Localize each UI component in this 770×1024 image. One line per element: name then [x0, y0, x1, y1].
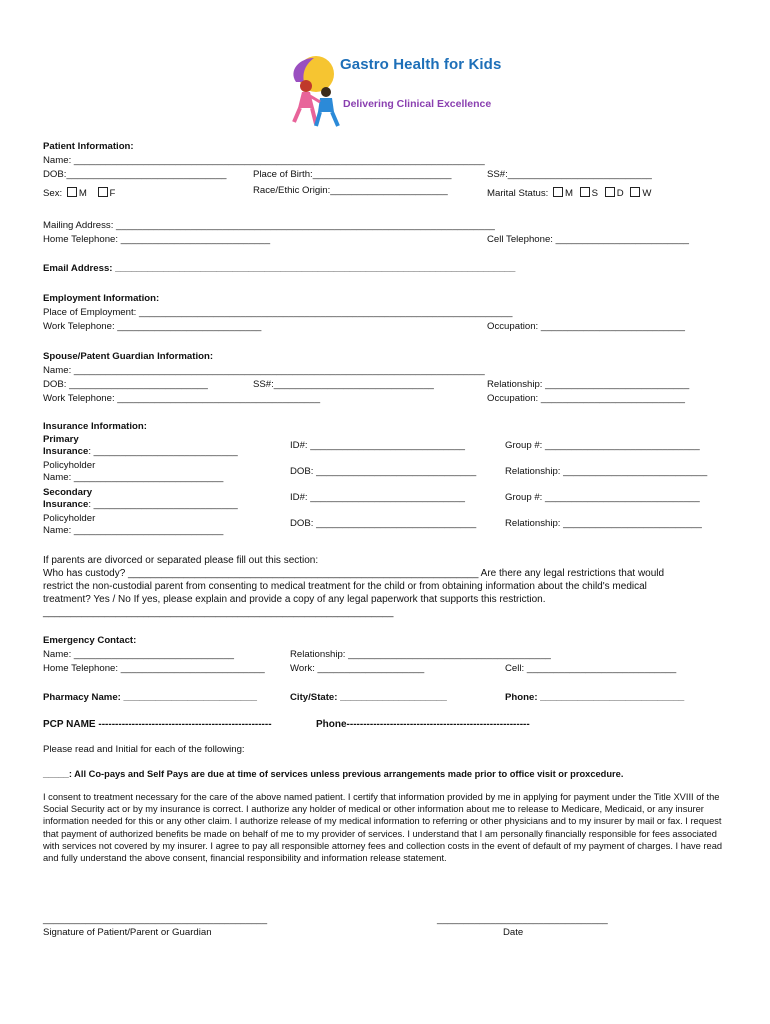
consent-paragraph: I consent to treatment necessary for the care of the above named patient. I certify that information provided by me in applying for payment under the Title XVIII of the Social Security act or by my insurance is correct. I authorize any holder of medical or other information about me to release to Medicare, Medicaid, or any insurer information needed for this or any other claim. I authorize release of my medical information to referring or other physicians and to my insurer by mail or fax. I request that payment of authorized benefits be made on behalf of me to my provider of services. I understand that I am personally financially responsible for fees associated with services not covered by my insurer. I agree to pay all responsible attorney fees and collection costs in the event of default of my payment of charges. I have read and fully understand the above consent, financial responsibility and information release statement.	[43, 792, 723, 864]
sex-f-label: F	[109, 188, 116, 199]
custody-intro: If parents are divorced or separated please fill out this section:	[43, 555, 319, 566]
primary-insurance-field-line[interactable]: : ___________________________	[88, 446, 238, 457]
sex-group	[43, 187, 115, 200]
emergency-relationship-field[interactable]: Relationship: ______________________________________	[290, 649, 551, 660]
patient-ssn-field[interactable]: SS#:___________________________	[487, 169, 652, 180]
occupation-field[interactable]: Occupation: ___________________________	[487, 321, 685, 332]
policyholder2-label: Policyholder	[43, 513, 96, 524]
pcp-name-field[interactable]: PCP NAME ----------------------------------------------------	[43, 719, 272, 730]
emergency-cell-field[interactable]: Cell: ____________________________	[505, 663, 677, 674]
place-of-employment-field[interactable]: Place of Employment: ______________________________________________________________________	[43, 307, 513, 318]
signature-line[interactable]: __________________________________________	[43, 914, 268, 925]
patient-dob-field[interactable]: DOB:______________________________	[43, 169, 227, 180]
policyholder1-name-field[interactable]: Name: ____________________________	[43, 472, 224, 483]
insurance-group1-field[interactable]: Group #: _____________________________	[505, 440, 700, 451]
spouse-name-field[interactable]: Name: _____________________________________________________________________________	[43, 365, 485, 376]
insurance-id1-field[interactable]: ID#: _____________________________	[290, 440, 465, 451]
custody-who-field[interactable]: Who has custody? _______________________________________________________________ Are there any legal restrictions that would	[43, 568, 665, 579]
policyholder2-name-field[interactable]: Name: ____________________________	[43, 525, 224, 536]
secondary-insurance-label: Secondary	[43, 487, 93, 498]
secondary-insurance-field-label: Insurance	[43, 499, 89, 510]
primary-insurance-field[interactable]	[43, 446, 238, 458]
sex-m-label: M	[78, 188, 87, 199]
spouse-ssn-field[interactable]: SS#:______________________________	[253, 379, 434, 390]
marital-group	[487, 187, 651, 200]
pharmacy-phone-field[interactable]: Phone: ___________________________	[505, 692, 685, 703]
consent-instruction: Please read and Initial for each of the following:	[43, 744, 245, 755]
secondary-insurance-field-line[interactable]: : ___________________________	[88, 499, 238, 510]
work-telephone-field[interactable]: Work Telephone: ___________________________	[43, 321, 262, 332]
marital-label: Marital Status:	[487, 188, 549, 199]
custody-explain-field[interactable]: _______________________________________________________________	[43, 607, 394, 618]
emergency-home-phone-field[interactable]: Home Telephone: ___________________________	[43, 663, 265, 674]
emergency-work-field[interactable]: Work: ____________________	[290, 663, 425, 674]
emergency-heading: Emergency Contact:	[43, 635, 137, 646]
logo	[286, 52, 502, 136]
sex-label: Sex:	[43, 188, 63, 199]
patient-heading: Patient Information:	[43, 141, 134, 152]
marital-s-checkbox[interactable]	[580, 187, 590, 197]
place-of-birth-field[interactable]: Place of Birth:__________________________	[253, 169, 452, 180]
primary-insurance-field-label: Insurance	[43, 446, 89, 457]
insurance-id2-field[interactable]: ID#: _____________________________	[290, 492, 465, 503]
insurance-relationship1-field[interactable]: Relationship: ___________________________	[505, 466, 708, 477]
signature-label: Signature of Patient/Parent or Guardian	[43, 927, 212, 938]
cell-telephone-field[interactable]: Cell Telephone: _________________________	[487, 234, 690, 245]
marital-m-label: M	[565, 188, 573, 199]
email-field[interactable]: Email Address: ___________________________________________________________________________	[43, 263, 516, 274]
insurance-heading: Insurance Information:	[43, 421, 147, 432]
sex-f-checkbox[interactable]	[98, 187, 108, 197]
spouse-work-telephone-field[interactable]: Work Telephone: ______________________________________	[43, 393, 321, 404]
insurance-group2-field[interactable]: Group #: _____________________________	[505, 492, 700, 503]
marital-d-label: D	[616, 188, 624, 199]
insurance-dob1-field[interactable]: DOB: ______________________________	[290, 466, 477, 477]
custody-text-line3: restrict the non-custodial parent from consenting to medical treatment for the child or from obtaining information about the child's medical	[43, 581, 647, 592]
race-field[interactable]: Race/Ethic Origin:______________________	[253, 185, 448, 196]
spouse-dob-field[interactable]: DOB: __________________________	[43, 379, 208, 390]
mailing-address-field[interactable]: Mailing Address: _______________________________________________________________________	[43, 220, 495, 231]
spouse-relationship-field[interactable]: Relationship: ___________________________	[487, 379, 690, 390]
marital-s-label: S	[591, 188, 599, 199]
pharmacy-city-state-field[interactable]: City/State: ____________________	[290, 692, 447, 703]
copays-initial-field[interactable]: _____: All Co-pays and Self Pays are due at time of services unless previous arrangements made prior to office visit or proxcedure.	[43, 769, 624, 779]
marital-w-checkbox[interactable]	[630, 187, 640, 197]
sex-m-checkbox[interactable]	[67, 187, 77, 197]
spouse-heading: Spouse/Patent Guardian Information:	[43, 351, 214, 362]
employment-heading: Employment Information:	[43, 293, 160, 304]
policyholder1-label: Policyholder	[43, 460, 96, 471]
primary-insurance-label: Primary	[43, 434, 79, 445]
secondary-insurance-field[interactable]	[43, 499, 238, 511]
insurance-relationship2-field[interactable]: Relationship: __________________________	[505, 518, 702, 529]
emergency-name-field[interactable]: Name: ______________________________	[43, 649, 234, 660]
date-line[interactable]: ________________________________	[437, 914, 608, 925]
spouse-occupation-field[interactable]: Occupation: ___________________________	[487, 393, 685, 404]
home-telephone-field[interactable]: Home Telephone: ____________________________	[43, 234, 271, 245]
pcp-phone-field[interactable]: Phone-------------------------------------------------------	[316, 719, 530, 730]
patient-name-field[interactable]: Name: _____________________________________________________________________________	[43, 155, 485, 166]
marital-d-checkbox[interactable]	[605, 187, 615, 197]
custody-text-line4: treatment? Yes / No If yes, please explain and provide a copy of any legal paperwork that supports this restriction.	[43, 594, 546, 605]
logo-title: Gastro Health for Kids	[340, 56, 502, 73]
marital-w-label: W	[642, 188, 652, 199]
insurance-dob2-field[interactable]: DOB: ______________________________	[290, 518, 477, 529]
pharmacy-name-field[interactable]: Pharmacy Name: _________________________	[43, 692, 257, 703]
logo-subtitle: Delivering Clinical Excellence	[343, 98, 492, 110]
date-label: Date	[503, 927, 524, 938]
marital-m-checkbox[interactable]	[553, 187, 563, 197]
